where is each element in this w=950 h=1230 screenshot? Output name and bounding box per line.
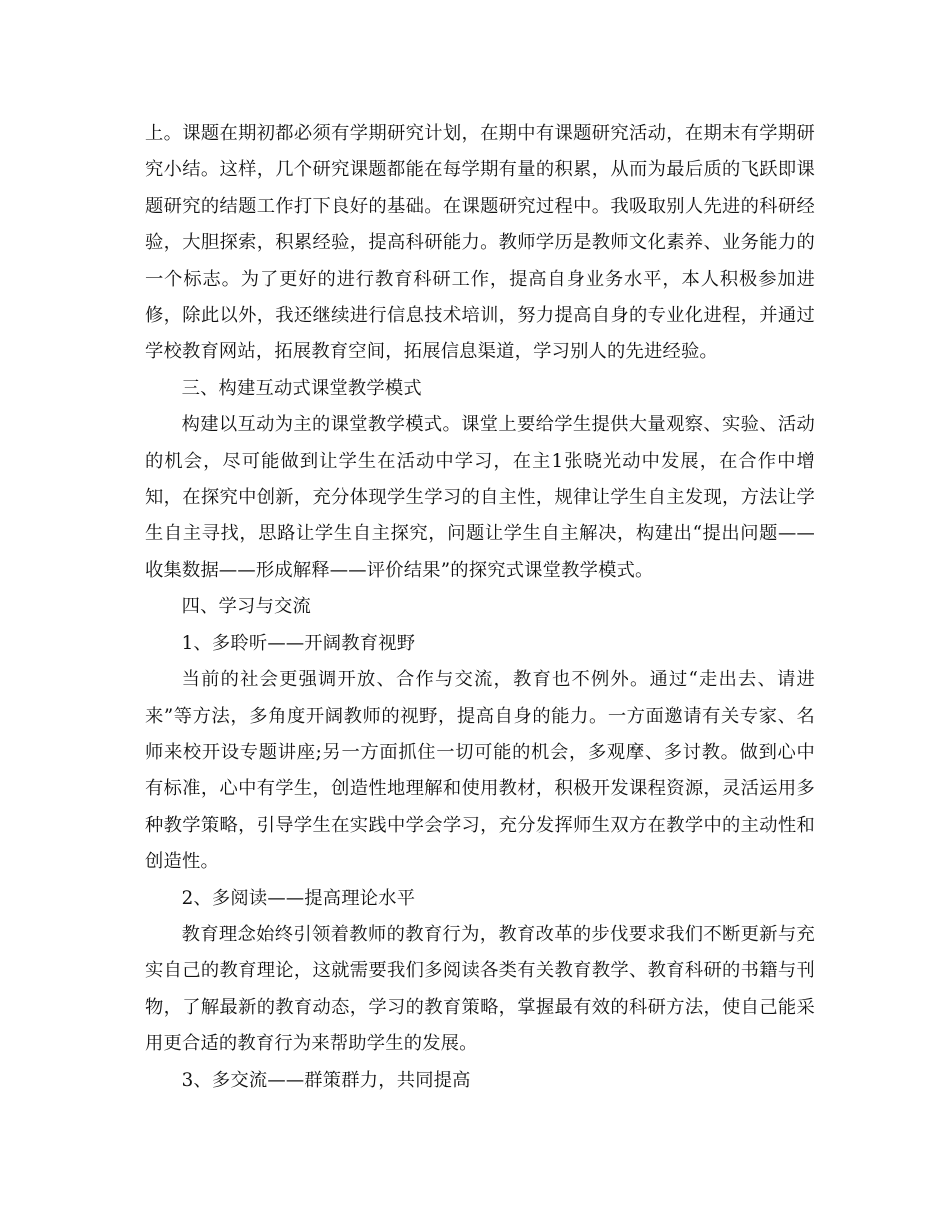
subheading-exchange-more: 3、多交流——群策群力，共同提高 (181, 1069, 471, 1091)
paragraph-open-vision: 当前的社会更强调开放、合作与交流，教育也不例外。通过“走出去、请进来”等方法，多角度开阔教师的视野，提高自身的能力。一方面邀请有关专家、名师来校开设专题讲座;另一方面抓住一切可能的机会，多观摩、多讨教。做到心中有标准，心中有学生，创造性地理解和使用教材，积极开发课程资源，灵活运用多种教学策略，引导学生在实践中学会学习，充分发挥师生双方在教学中的主动性和创造性。 (145, 669, 815, 873)
paragraph-theory-level: 教育理念始终引领着教师的教育行为，教育改革的步伐要求我们不断更新与充实自己的教育理论，这就需要我们多阅读各类有关教育教学、教育科研的书籍与刊物，了解最新的教育动态，学习的教育策略，掌握最有效的科研方法，使自己能采用更合适的教育行为来帮助学生的发展。 (145, 923, 815, 1055)
document-body (145, 116, 815, 1099)
subheading-listen-more: 1、多聆听——开阔教育视野 (181, 632, 416, 654)
paragraph-interactive-teaching-model: 构建以互动为主的课堂教学模式。课堂上要给学生提供大量观察、实验、活动的机会，尽可能做到让学生在活动中学习，在主1张晓光动中发展，在合作中增知，在探究中创新，充分体现学生学习的自主性，规律让学生自主发现，方法让学生自主寻找，思路让学生自主探究，问题让学生自主解决，构建出“提出问题——收集数据——形成解释——评价结果”的探究式课堂教学模式。 (145, 414, 815, 581)
subheading-read-more: 2、多阅读——提高理论水平 (181, 887, 416, 909)
paragraph-research-continuation: 上。课题在期初都必须有学期研究计划，在期中有课题研究活动，在期末有学期研究小结。这样，几个研究课题都能在每学期有量的积累，从而为最后质的飞跃即课题研究的结题工作打下良好的基础。在课题研究过程中。我吸取别人先进的科研经验，大胆探索，积累经验，提高科研能力。教师学历是教师文化素养、业务能力的一个标志。为了更好的进行教育科研工作，提高自身业务水平，本人积极参加进修，除此以外，我还继续进行信息技术培训，努力提高自身的专业化进程，并通过学校教育网站，拓展教育空间，拓展信息渠道，学习别人的先进经验。 (145, 123, 815, 363)
section-heading-learning-exchange: 四、学习与交流 (181, 596, 311, 618)
section-heading-interactive-classroom: 三、构建互动式课堂教学模式 (181, 377, 422, 399)
